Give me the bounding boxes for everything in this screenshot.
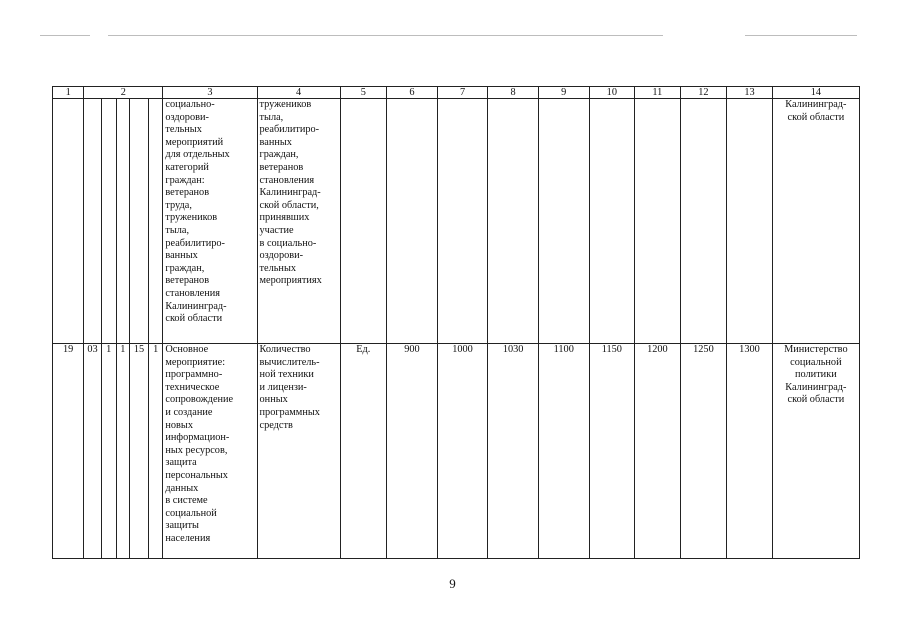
header-row bbox=[53, 87, 860, 99]
scan-artifact-line-left bbox=[40, 35, 90, 36]
code-cell bbox=[84, 99, 101, 344]
header-col-5: 5 bbox=[340, 87, 387, 99]
value-cell bbox=[635, 99, 681, 344]
event-name-cell: Основное мероприятие: программно- техническое сопровождение и создание новых информацион- ных ресурсов, защита персональных данных в системе социальной защиты населения bbox=[163, 344, 257, 559]
table-row bbox=[53, 99, 860, 344]
header-col-6: 6 bbox=[387, 87, 438, 99]
code-cell bbox=[149, 99, 163, 344]
value-cell bbox=[680, 99, 727, 344]
code-cell: 1 bbox=[149, 344, 163, 559]
header-col-11: 11 bbox=[635, 87, 681, 99]
header-col-7: 7 bbox=[437, 87, 488, 99]
unit-cell bbox=[340, 99, 387, 344]
value-cell bbox=[727, 99, 773, 344]
header-col-14: 14 bbox=[772, 87, 859, 99]
value-cell bbox=[387, 99, 438, 344]
code-cell bbox=[116, 99, 129, 344]
header-col-9: 9 bbox=[538, 87, 589, 99]
program-indicators-table bbox=[52, 86, 860, 559]
header-col-2: 2 bbox=[84, 87, 163, 99]
header-col-8: 8 bbox=[488, 87, 539, 99]
code-cell: 15 bbox=[129, 344, 148, 559]
value-cell bbox=[589, 99, 635, 344]
table-row bbox=[53, 344, 860, 559]
header-col-13: 13 bbox=[727, 87, 773, 99]
responsible-cell: Министерство социальной политики Калининград- ской области bbox=[772, 344, 859, 559]
code-cell bbox=[129, 99, 148, 344]
code-cell bbox=[53, 99, 84, 344]
scan-artifact-line-main bbox=[108, 35, 663, 36]
code-cell bbox=[101, 99, 116, 344]
header-col-10: 10 bbox=[589, 87, 635, 99]
header-col-12: 12 bbox=[680, 87, 727, 99]
value-cell: 900 bbox=[387, 344, 438, 559]
value-cell: 1000 bbox=[437, 344, 488, 559]
code-cell: 03 bbox=[84, 344, 101, 559]
page-number: 9 bbox=[449, 576, 456, 591]
value-cell: 1300 bbox=[727, 344, 773, 559]
indicator-name-cell: Количество вычислитель- ной техники и лицензи- онных программных средств bbox=[257, 344, 340, 559]
header-col-4: 4 bbox=[257, 87, 340, 99]
event-name-cell: социально- оздорови- тельных мероприятий для отдельных категорий граждан: ветеранов труда, тружеников тыла, реабилитиро- ванных граждан, ветеранов становления Калининград- ской области bbox=[163, 99, 257, 344]
indicator-name-cell: тружеников тыла, реабилитиро- ванных граждан, ветеранов становления Калининград- ской области, принявших участие в социально- оздорови- тельных мероприятиях bbox=[257, 99, 340, 344]
code-cell: 19 bbox=[53, 344, 84, 559]
value-cell bbox=[488, 99, 539, 344]
value-cell: 1200 bbox=[635, 344, 681, 559]
value-cell: 1100 bbox=[538, 344, 589, 559]
header-col-1: 1 bbox=[53, 87, 84, 99]
header-col-3: 3 bbox=[163, 87, 257, 99]
value-cell: 1150 bbox=[589, 344, 635, 559]
code-cell: 1 bbox=[116, 344, 129, 559]
value-cell bbox=[437, 99, 488, 344]
scan-artifact-line-right bbox=[745, 35, 857, 36]
unit-cell: Ед. bbox=[340, 344, 387, 559]
value-cell: 1030 bbox=[488, 344, 539, 559]
responsible-cell: Калининград- ской области bbox=[772, 99, 859, 344]
value-cell: 1250 bbox=[680, 344, 727, 559]
value-cell bbox=[538, 99, 589, 344]
code-cell: 1 bbox=[101, 344, 116, 559]
